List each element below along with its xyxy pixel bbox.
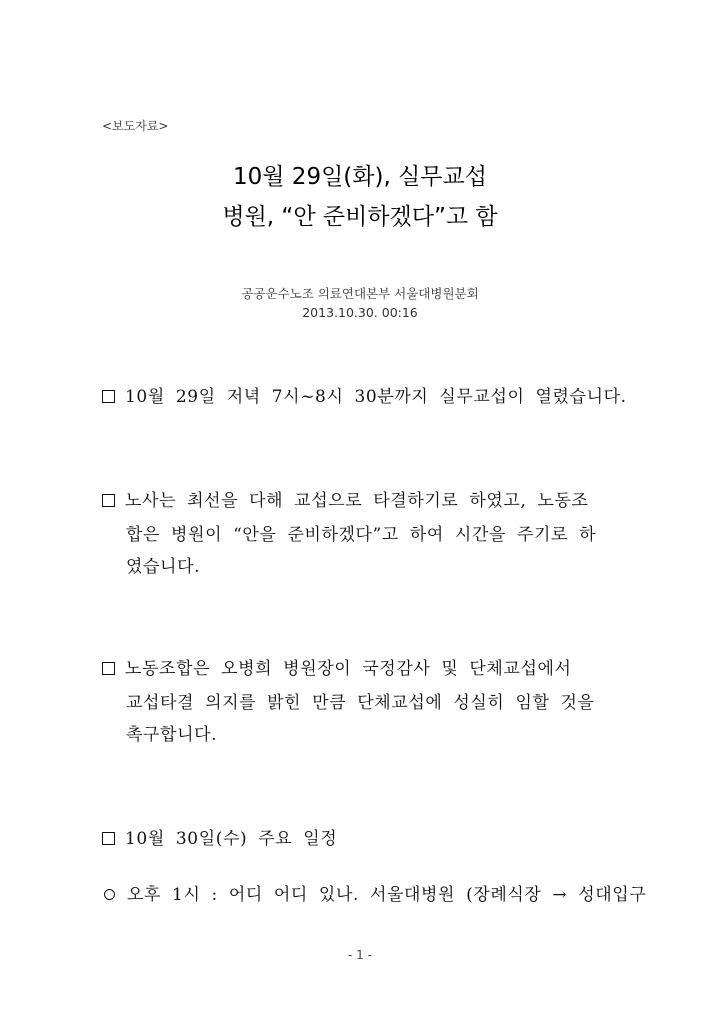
item-text-line: 노사는 최선을 다해 교섭으로 타결하기로 하였고, 노동조 bbox=[125, 491, 589, 511]
item-text-line: 교섭타결 의지를 밝힌 만큼 단체교섭에 성실히 임할 것을 bbox=[126, 693, 595, 713]
page-number: - 1 - bbox=[348, 948, 372, 962]
checkbox-bullet-icon bbox=[102, 494, 115, 507]
item-text-line: 노동조합은 오병희 병원장이 국정감사 및 단체교섭에서 bbox=[125, 659, 572, 679]
checkbox-bullet-icon bbox=[102, 390, 115, 403]
item-text-line: 합은 병원이 “안을 준비하겠다”고 하여 시간을 주기로 하 bbox=[126, 525, 597, 545]
item-text-line: 촉구합니다. bbox=[126, 725, 218, 745]
item-text-line: 10월 29일 저녁 7시~8시 30분까지 실무교섭이 열렸습니다. bbox=[125, 387, 627, 407]
item-text-line: 10월 30일(수) 주요 일정 bbox=[125, 829, 338, 849]
checkbox-bullet-icon bbox=[102, 832, 115, 845]
item-text-line: 였습니다. bbox=[126, 557, 201, 577]
list-item bbox=[102, 824, 337, 849]
publish-date: 2013.10.30. 00:16 bbox=[302, 305, 418, 320]
title-line-2: 병원, “안 준비하겠다”고 함 bbox=[222, 204, 498, 230]
schedule-item bbox=[104, 880, 646, 905]
list-item bbox=[102, 486, 589, 511]
checkbox-bullet-icon bbox=[102, 662, 115, 675]
list-item bbox=[102, 654, 572, 679]
title-line-1: 10월 29일(화), 실무교섭 bbox=[233, 164, 487, 190]
list-item bbox=[102, 382, 627, 407]
organization-name: 공공운수노조 의료연대본부 서울대병원분회 bbox=[241, 286, 479, 301]
schedule-text: 오후 1시 : 어디 어디 있나. 서울대병원 (장례식장 → 성대입구 bbox=[127, 885, 647, 905]
press-release-tag: <보도자료> bbox=[102, 119, 169, 133]
circle-bullet-icon bbox=[104, 889, 115, 900]
